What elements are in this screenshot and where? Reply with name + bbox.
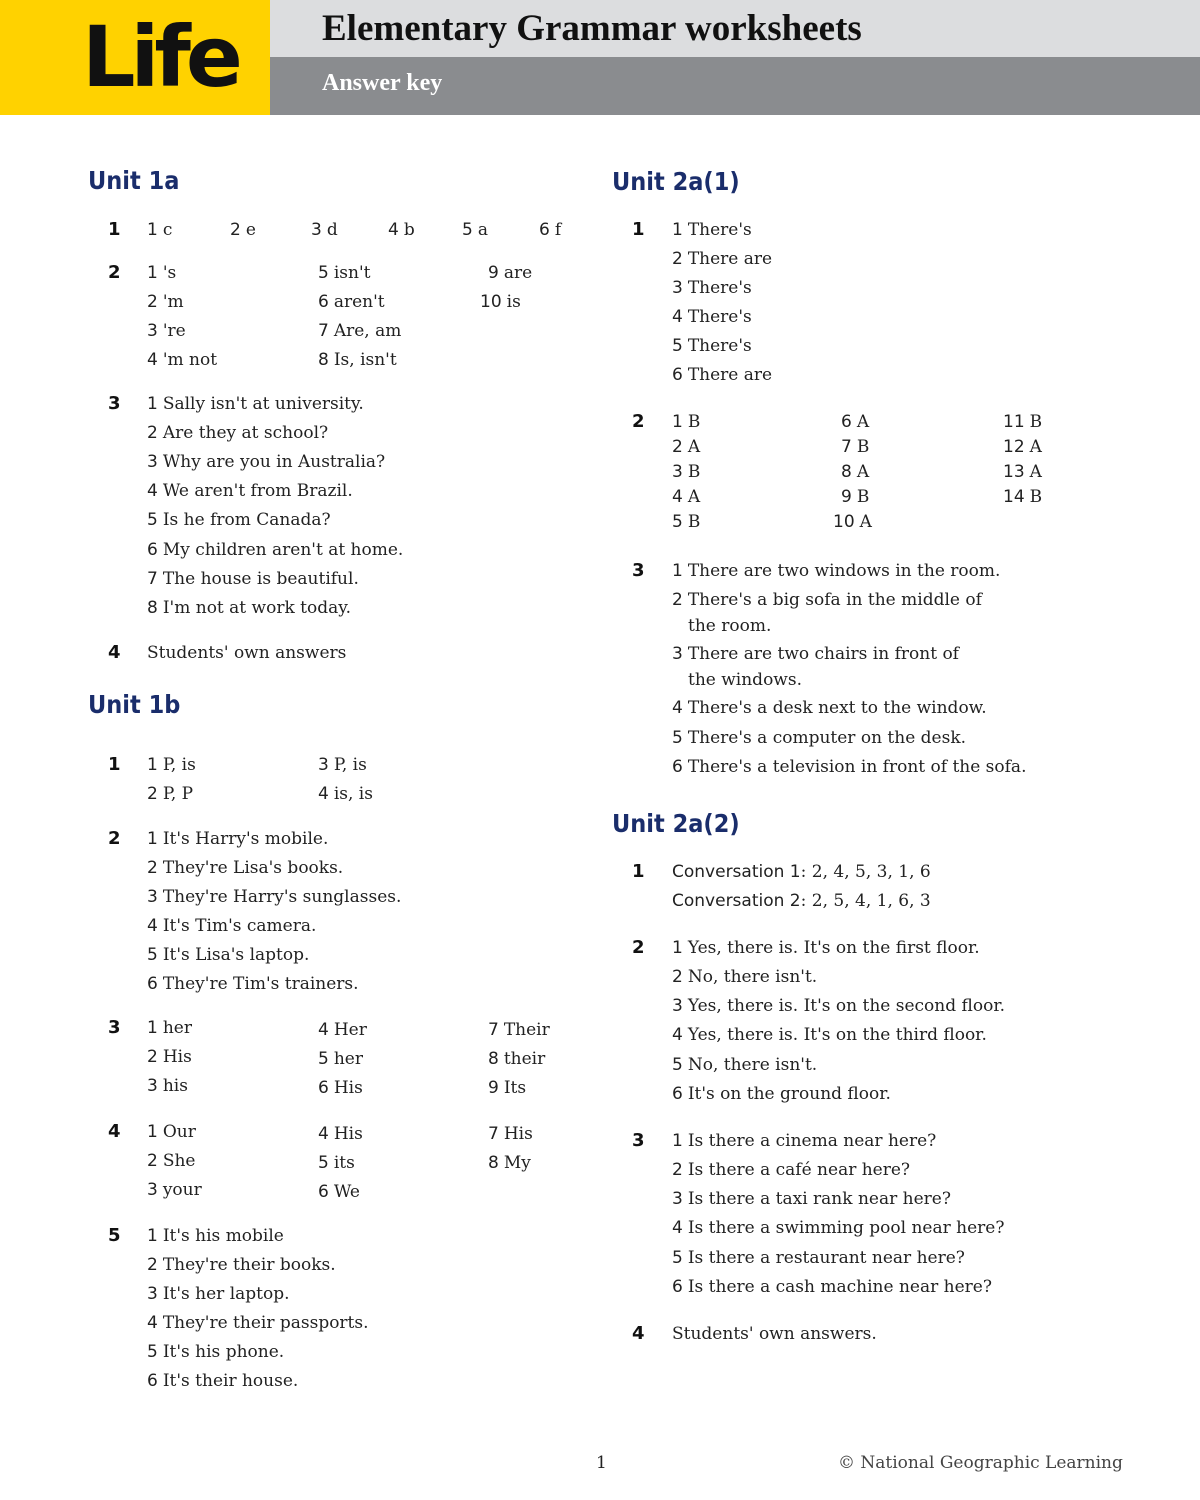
answer-item: 5 No, there isn't. <box>672 1055 818 1075</box>
exercise-number: 2 <box>632 411 645 432</box>
exercise-number: 5 <box>108 1225 121 1246</box>
answer-item: 5 a <box>462 220 488 240</box>
answer-item: 2 A <box>672 437 701 457</box>
answer-item: 2 There's a big sofa in the middle of <box>672 590 982 610</box>
answer-item: 1 Our <box>147 1122 196 1142</box>
answer-item: 1 There's <box>672 220 752 240</box>
answer-item: 3 It's her laptop. <box>147 1284 290 1304</box>
answer-item: 2 She <box>147 1151 196 1171</box>
answer-item: 6 They're Tim's trainers. <box>147 974 359 994</box>
answer-item: 4 'm not <box>147 350 218 370</box>
answer-item: 2 P, P <box>147 784 194 804</box>
answer-item: 5 her <box>318 1049 363 1069</box>
answer-item: 8 Is, isn't <box>318 350 397 370</box>
answer-item: 2 There are <box>672 249 773 269</box>
answer-item: 3 Why are you in Australia? <box>147 452 386 472</box>
answer-text: Students' own answers <box>147 643 347 663</box>
answer-item: 9 Its <box>488 1078 527 1098</box>
logo-text: Life <box>82 8 238 106</box>
exercise-number: 2 <box>108 262 121 283</box>
exercise-number: 4 <box>108 1121 121 1142</box>
answer-item: 8 A <box>841 462 870 482</box>
answer-item: 6 A <box>841 412 870 432</box>
answer-item: 9 B <box>841 487 870 507</box>
exercise-number: 1 <box>108 219 121 240</box>
answer-item: 4 There's a desk next to the window. <box>672 698 987 718</box>
answer-item: 6 We <box>318 1182 360 1202</box>
answer-item: 7 Their <box>488 1020 550 1040</box>
answer-item: 3 Is there a taxi rank near here? <box>672 1189 951 1209</box>
answer-item: 7 His <box>488 1124 533 1144</box>
answer-item: 3 his <box>147 1076 188 1096</box>
answer-item: 5 Is there a restaurant near here? <box>672 1248 965 1268</box>
exercise-number: 1 <box>632 861 645 882</box>
answer-item: 1 Sally isn't at university. <box>147 394 364 414</box>
answer-text: Students' own answers. <box>672 1324 877 1344</box>
answer-item: 12 A <box>1003 437 1042 457</box>
unit-2a2-heading: Unit 2a(2) <box>612 809 740 838</box>
answer-item: 5 isn't <box>318 263 371 283</box>
answer-continuation: the room. <box>688 616 772 636</box>
exercise-number: 3 <box>108 1017 121 1038</box>
answer-item: 13 A <box>1003 462 1042 482</box>
answer-item: 2 They're Lisa's books. <box>147 858 344 878</box>
answer-item: 1 her <box>147 1018 192 1038</box>
unit-2a1-heading: Unit 2a(1) <box>612 167 740 196</box>
answer-item: 3 Yes, there is. It's on the second floor. <box>672 996 1005 1016</box>
page-number: 1 <box>596 1453 607 1473</box>
answer-item: 1 P, is <box>147 755 196 775</box>
unit-1a-heading: Unit 1a <box>88 166 180 195</box>
answer-item: 1 Yes, there is. It's on the first floor. <box>672 938 980 958</box>
answer-item: 6 There are <box>672 365 773 385</box>
answer-item: 2 'm <box>147 292 184 312</box>
answer-item: 14 B <box>1003 487 1043 507</box>
answer-item: 11 B <box>1003 412 1043 432</box>
answer-item: 2 No, there isn't. <box>672 967 818 987</box>
answer-item: 10 A <box>833 512 872 532</box>
answer-item: 6 It's their house. <box>147 1371 299 1391</box>
answer-item: 1 It's his mobile <box>147 1226 284 1246</box>
answer-item: 6 It's on the ground floor. <box>672 1084 891 1104</box>
answer-item: 2 Are they at school? <box>147 423 329 443</box>
answer-item: 3 B <box>672 462 701 482</box>
exercise-number: 2 <box>108 828 121 849</box>
exercise-number: 3 <box>632 1130 645 1151</box>
answer-item: 5 There's a computer on the desk. <box>672 728 967 748</box>
answer-item: 2 Is there a café near here? <box>672 1160 911 1180</box>
answer-item: 5 B <box>672 512 701 532</box>
answer-item: 7 The house is beautiful. <box>147 569 359 589</box>
exercise-number: 4 <box>108 642 121 663</box>
answer-item: 5 There's <box>672 336 752 356</box>
answer-item: 6 f <box>539 220 562 240</box>
exercise-number: 4 <box>632 1323 645 1344</box>
copyright-notice: © National Geographic Learning <box>838 1453 1123 1473</box>
answer-item: 10 is <box>480 292 521 312</box>
answer-item: 2 e <box>230 220 256 240</box>
answer-item: 1 B <box>672 412 701 432</box>
answer-item: 6 Is there a cash machine near here? <box>672 1277 992 1297</box>
answer-item: 3 There are two chairs in front of <box>672 644 959 664</box>
answer-item: 2 His <box>147 1047 192 1067</box>
answer-item: 3 They're Harry's sunglasses. <box>147 887 402 907</box>
answer-item: 7 Are, am <box>318 321 402 341</box>
answer-item: 1 c <box>147 220 173 240</box>
life-logo <box>0 0 270 115</box>
answer-item: 3 're <box>147 321 186 341</box>
answer-item: 4 We aren't from Brazil. <box>147 481 353 501</box>
exercise-number: 3 <box>632 560 645 581</box>
exercise-number: 1 <box>632 219 645 240</box>
answer-item: 6 There's a television in front of the sofa. <box>672 757 1027 777</box>
answer-item: 4 A <box>672 487 701 507</box>
answer-item: 6 aren't <box>318 292 385 312</box>
answer-item: 5 It's his phone. <box>147 1342 285 1362</box>
answer-item: 5 its <box>318 1153 355 1173</box>
answer-item: Conversation 2: 2, 5, 4, 1, 6, 3 <box>672 891 931 911</box>
answer-item: 1 's <box>147 263 177 283</box>
answer-item: 4 is, is <box>318 784 373 804</box>
answer-item: 5 Is he from Canada? <box>147 510 331 530</box>
exercise-number: 1 <box>108 754 121 775</box>
answer-item: 8 their <box>488 1049 546 1069</box>
answer-item: 2 They're their books. <box>147 1255 336 1275</box>
answer-item: 1 It's Harry's mobile. <box>147 829 329 849</box>
answer-item: 4 Is there a swimming pool near here? <box>672 1218 1005 1238</box>
answer-item: 4 Her <box>318 1020 367 1040</box>
answer-item: 9 are <box>488 263 533 283</box>
answer-item: 8 My <box>488 1153 531 1173</box>
unit-1b-heading: Unit 1b <box>88 690 181 719</box>
answer-item: 3 There's <box>672 278 752 298</box>
answer-item: 3 d <box>311 220 338 240</box>
answer-item: 7 B <box>841 437 870 457</box>
answer-item: 4 b <box>388 220 415 240</box>
answer-continuation: the windows. <box>688 670 802 690</box>
answer-item: 4 Yes, there is. It's on the third floor. <box>672 1025 987 1045</box>
exercise-number: 3 <box>108 393 121 414</box>
answer-item: 3 P, is <box>318 755 367 775</box>
page-subtitle: Answer key <box>322 70 443 96</box>
answer-item: 6 My children aren't at home. <box>147 540 404 560</box>
answer-item: 5 It's Lisa's laptop. <box>147 945 310 965</box>
answer-item: 1 Is there a cinema near here? <box>672 1131 937 1151</box>
answer-item: Conversation 1: 2, 4, 5, 3, 1, 6 <box>672 862 931 882</box>
page-title: Elementary Grammar worksheets <box>322 8 862 49</box>
answer-item: 3 your <box>147 1180 202 1200</box>
answer-item: 6 His <box>318 1078 363 1098</box>
answer-item: 4 It's Tim's camera. <box>147 916 317 936</box>
answer-item: 8 I'm not at work today. <box>147 598 351 618</box>
answer-item: 4 There's <box>672 307 752 327</box>
answer-item: 4 His <box>318 1124 363 1144</box>
answer-item: 1 There are two windows in the room. <box>672 561 1001 581</box>
answer-item: 4 They're their passports. <box>147 1313 369 1333</box>
exercise-number: 2 <box>632 937 645 958</box>
